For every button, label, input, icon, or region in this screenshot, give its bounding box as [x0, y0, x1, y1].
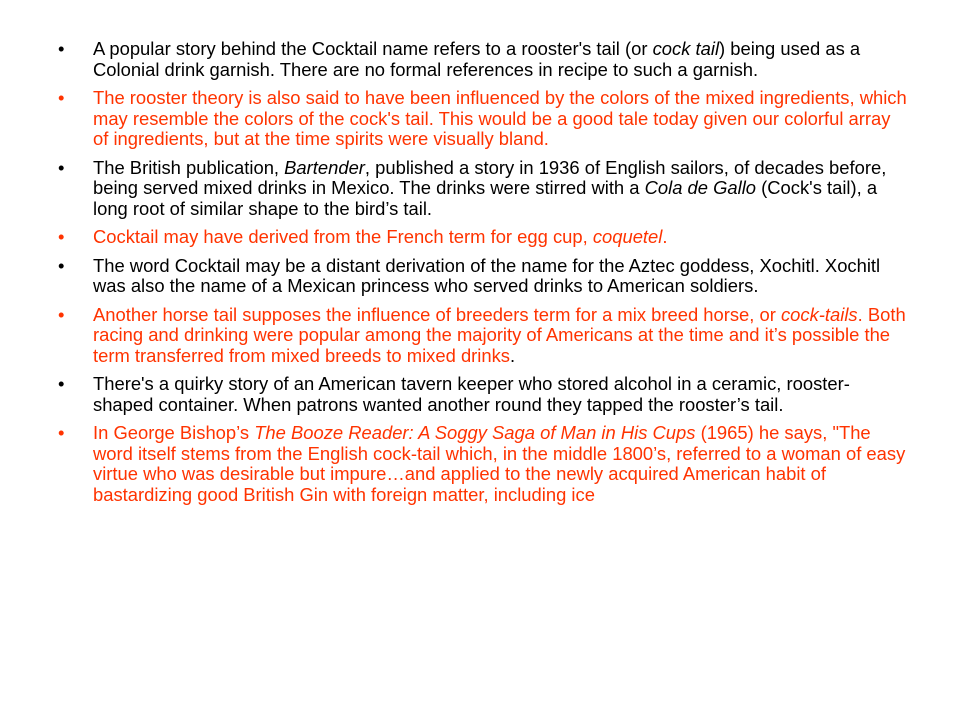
- bullet-list: [58, 39, 908, 513]
- text-segment: , published a story in 1936 of English sailors, of decades before, being served mixed drinks in Mexico. The drinks were stirred with a: [93, 156, 887, 198]
- bullet-item: [58, 88, 908, 150]
- text-segment: There's a quirky story of an American tavern keeper who stored alcohol in a ceramic, rooster-shaped container. When patrons wanted another round they tapped the rooster’s tail.: [93, 373, 850, 415]
- bullet-icon: •: [58, 226, 65, 247]
- italic-text: Bartender: [284, 156, 365, 178]
- bullet-item: [58, 256, 908, 297]
- bullet-icon: •: [58, 156, 65, 178]
- italic-text: coquetel: [592, 226, 663, 247]
- italic-text: The Booze Reader: A Soggy Saga of Man in His Cups: [254, 422, 696, 443]
- text-segment: .: [510, 344, 516, 366]
- text-segment: In George Bishop’s: [93, 422, 255, 443]
- text-segment: ) being used as a Colonial drink garnish. There are no formal references in recipe to such a garnish.: [93, 38, 861, 80]
- text-segment: The British publication,: [93, 156, 285, 178]
- bullet-icon: •: [58, 373, 65, 394]
- bullet-item: [58, 158, 908, 220]
- bullet-icon: •: [58, 254, 65, 276]
- bullet-item: [58, 39, 908, 80]
- bullet-item: [58, 305, 908, 367]
- text-segment: (Cock's tail), a long root of similar shape to the bird’s tail.: [93, 177, 878, 219]
- bullet-icon: •: [58, 303, 65, 325]
- text-segment: Another horse tail supposes the influence of breeders term for a mix breed horse, or: [93, 303, 781, 325]
- text-segment: . Both racing and drinking were popular among the majority of Americans at the time and it’s possible the term transferred from mixed breeds to mixed drinks: [93, 303, 906, 366]
- bullet-icon: •: [58, 38, 65, 59]
- text-segment: The rooster theory is also said to have been influenced by the colors of the mixed ingredients, which may resemble the colors of the cock's tail. This would be a good tale today given our colorful array of ingredients, but at the time spirits were visually bland.: [93, 87, 907, 149]
- bullet-item: [58, 374, 908, 415]
- italic-text: cock tail: [652, 38, 720, 59]
- bullet-item: [58, 227, 908, 248]
- text-segment: (1965) he says, "The word itself stems from the English cock-tail which, in the middle 1800’s, referred to a woman of easy virtue who was desirable but impure…and applied to the newly acquired American habit of bastardizing good British Gin with foreign matter, including ice: [93, 422, 906, 505]
- text-segment: .: [662, 226, 668, 247]
- text-segment: A popular story behind the Cocktail name refers to a rooster's tail (or: [93, 38, 653, 59]
- bullet-icon: •: [58, 422, 65, 443]
- bullet-icon: •: [58, 87, 65, 108]
- italic-text: cock-tails: [780, 303, 858, 325]
- text-segment: Cocktail may have derived from the French term for egg cup,: [93, 226, 593, 247]
- text-segment: The word Cocktail may be a distant derivation of the name for the Aztec goddess, Xochitl. Xochitl was also the name of a Mexican princess who served drinks to American soldiers.: [93, 254, 881, 296]
- bullet-item: [58, 423, 908, 505]
- italic-text: Cola de Gallo: [644, 177, 757, 198]
